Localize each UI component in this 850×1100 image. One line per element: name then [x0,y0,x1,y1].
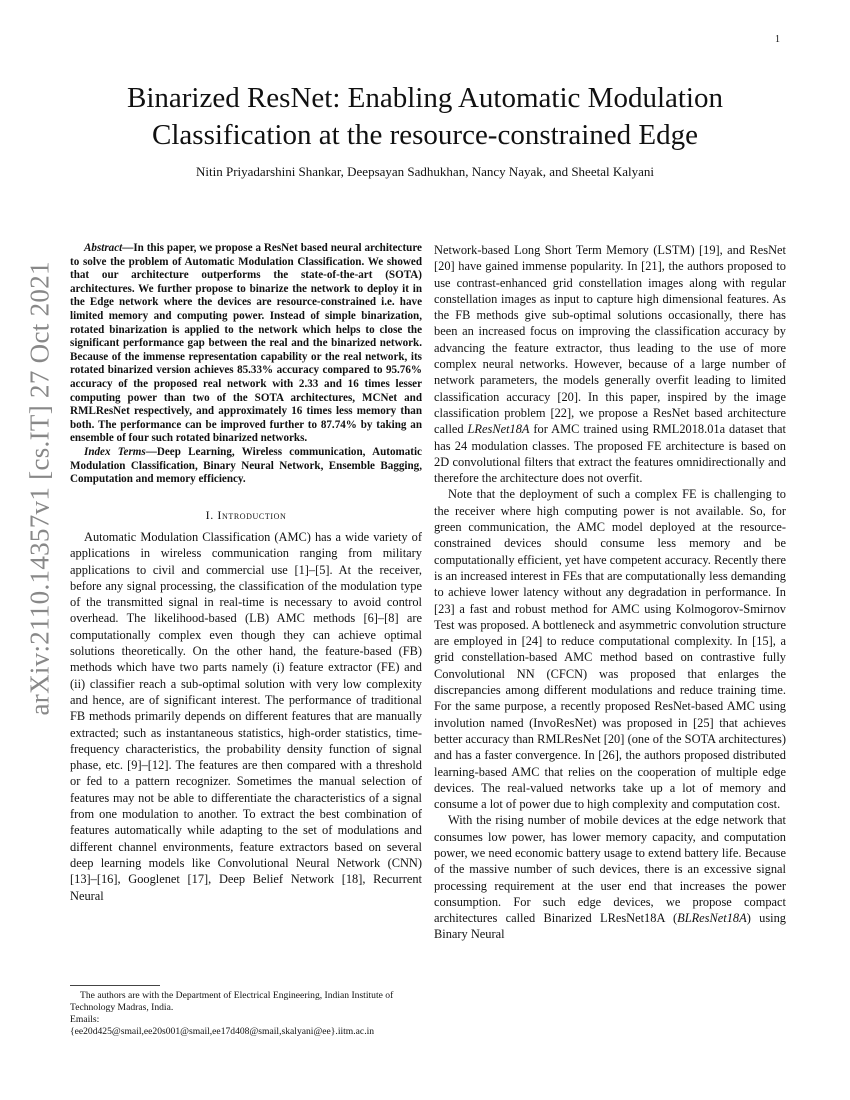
index-terms-text: —Deep Learning, Wireless communication, Automatic Modulation Classification, Binary Neural Network, Ensemble Bagging, Computation and memory efficiency. [70,445,422,486]
author-list: Nitin Priyadarshini Shankar, Deepsayan Sadhukhan, Nancy Nayak, and Sheetal Kalyani [196,164,654,179]
index-terms [70,446,422,487]
intro-paragraph: Automatic Modulation Classification (AMC) has a wide variety of applications in wireless communication ranging from military applications to civil and commercial use [1]–[5]. At the receiver, before any signal processing, the classification of the modulation type of the transmitted signal in real-time is necessary to avoid control overhead. The likelihood-based (LB) AMC methods [6]–[8] are computationally complex even though they can achieve optimal solutions theoretically. On the other hand, the feature-based (FB) methods which have two parts namely (i) feature extractor (FE) and (ii) classifier reach a sub-optimal solution with very low complexity and hence, are of significant interest. The performance of traditional FB methods primarily depends on different features that are manually extracted; such as instantaneous statistics, high-order statistics, time-frequency characteristics, the probability density function of signal phase, etc. [9]–[12]. The features are then compared with a threshold or fed to a pattern recognizer. Sometimes the manual selection of features may not be able to differentiate the characteristics of a signal from one modulation to another. To extract the best combination of features automatically while adapting to the set of modulations and different channel environments, feature extractors based on several deep learning models like Convolutional Neural Network (CNN) [13]–[16], Googlenet [17], Deep Belief Network [18], Recurrent Neural [70,529,422,903]
abstract [70,242,422,446]
body-text: ) using Binary Neural [434,911,786,942]
paper-title: Binarized ResNet: Enabling Automatic Modulation Classification at the resource-constrained Edge [126,82,723,151]
footnote-emails-label: Emails: [70,1014,100,1025]
footnote-divider [70,985,160,986]
footnote-affiliation: The authors are with the Department of Electrical Engineering, Indian Institute of Technology Madras, India. [70,990,394,1013]
body-paragraph-3 [434,812,786,942]
index-terms-label: Index Terms [84,445,146,458]
abstract-label: Abstract [84,242,123,254]
page-number: 1 [775,34,780,45]
body-text: Network-based Long Short Term Memory (LSTM) [19], and ResNet [20] have gained immense popularity. In [21], the authors proposed to use contrast-enhanced grid constellation images along with regular constellation images as input to capture high dimensional features. As the FB methods give sub-optimal solutions occasionally, there has been an increased focus on improving the classification accuracy by advancing the feature extractor, thus leading to the use of more complex neural networks. However, because of a large number of network parameters, the models generally overfit leading to limited classification accuracy [20]. In this paper, inspired by the image classification problem [22], we propose a ResNet based architecture called [434,243,786,437]
abstract-text: —In this paper, we propose a ResNet based neural architecture to solve the problem of Automatic Modulation Classification. We showed that our architecture outperforms the state-of-the-art (SOTA) architectures. We further propose to binarize the network to deploy it in the Edge network where the devices are resource-constrained i.e. have limited memory and computing power. Instead of simple binarization, rotated binarization is applied to the network which helps to close the significant performance gap between the real and the binarized network. Because of the immense representation capability or the real network, its rotated binarized version achieves 85.33% accuracy compared to 95.76% accuracy of the proposed real network with 2.33 and 16 times lesser computing power than two of the SOTA architectures, MCNet and RMLResNet respectively, and approximately 16 times less memory than both. The performance can be improved further to 87.74% by taking an ensemble of four such rotated binarized networks. [70,242,422,445]
section-heading: I. Introduction [205,507,287,522]
body-paragraph-1 [434,242,786,486]
model-name: LResNet18A [467,422,530,437]
arxiv-stamp [0,261,80,716]
left-column [70,242,422,904]
footnote [70,990,430,1038]
model-name: BLResNet18A [677,911,747,926]
arxiv-stamp-text: arXiv:2110.14357v1 [cs.IT] 27 Oct 2021 [24,261,55,716]
right-column [434,242,786,943]
footnote-emails: {ee20d425@smail,ee20s001@smail,ee17d408@smail,skalyani@ee}.iitm.ac.in [70,1026,375,1037]
body-text: for AMC trained using RML2018.01a dataset that has 24 modulation classes. The proposed FE architecture is based on 2D convolutional filters that extract the features omnidirectionally and therefore the architecture does not overfit. [434,422,786,486]
body-text: With the rising number of mobile devices at the edge network that consumes low power, has lower memory capacity, and computation power, we need economic battery usage to extend battery life. Because of the massive number of such devices, there is an excessive signal processing requirement at the user end that increases the power consumption. For such edge devices, we propose compact architectures called Binarized LResNet18A ( [434,813,786,926]
body-paragraph-2: Note that the deployment of such a complex FE is challenging to the receiver where high computing power is not available. So, for green communication, the AMC model deployed at the resource-constrained devices should consume less memory and be computationally efficient, yet have competent accuracy. Recently there is an increased interest in FEs that are computationally less demanding to achieve lower latency without any degradation in performance. In [23] a fast and robust method for AMC using Kolmogorov-Smirnov Test was proposed. A bottleneck and asymmetric convolution structure are employed in [24] to reduce computational complexity. In [15], a grid constellation-based AMC method based on contrastive fully Convolutional NN (CFCN) was proposed that enlarges the discrepancies among different modulations and reduce training time. For the same purpose, a recently proposed ResNet-based AMC using involution named (InvoResNet) was proposed in [25] that achieves better accuracy than RMLResNet [20] (one of the SOTA architectures) and has a faster convergence. In [26], the authors proposed distributed learning-based AMC that relies on the cooperation of multiple edge devices. The real-valued networks take up a lot of memory and consume a lot of power due to high complexity and computation cost. [434,487,786,812]
